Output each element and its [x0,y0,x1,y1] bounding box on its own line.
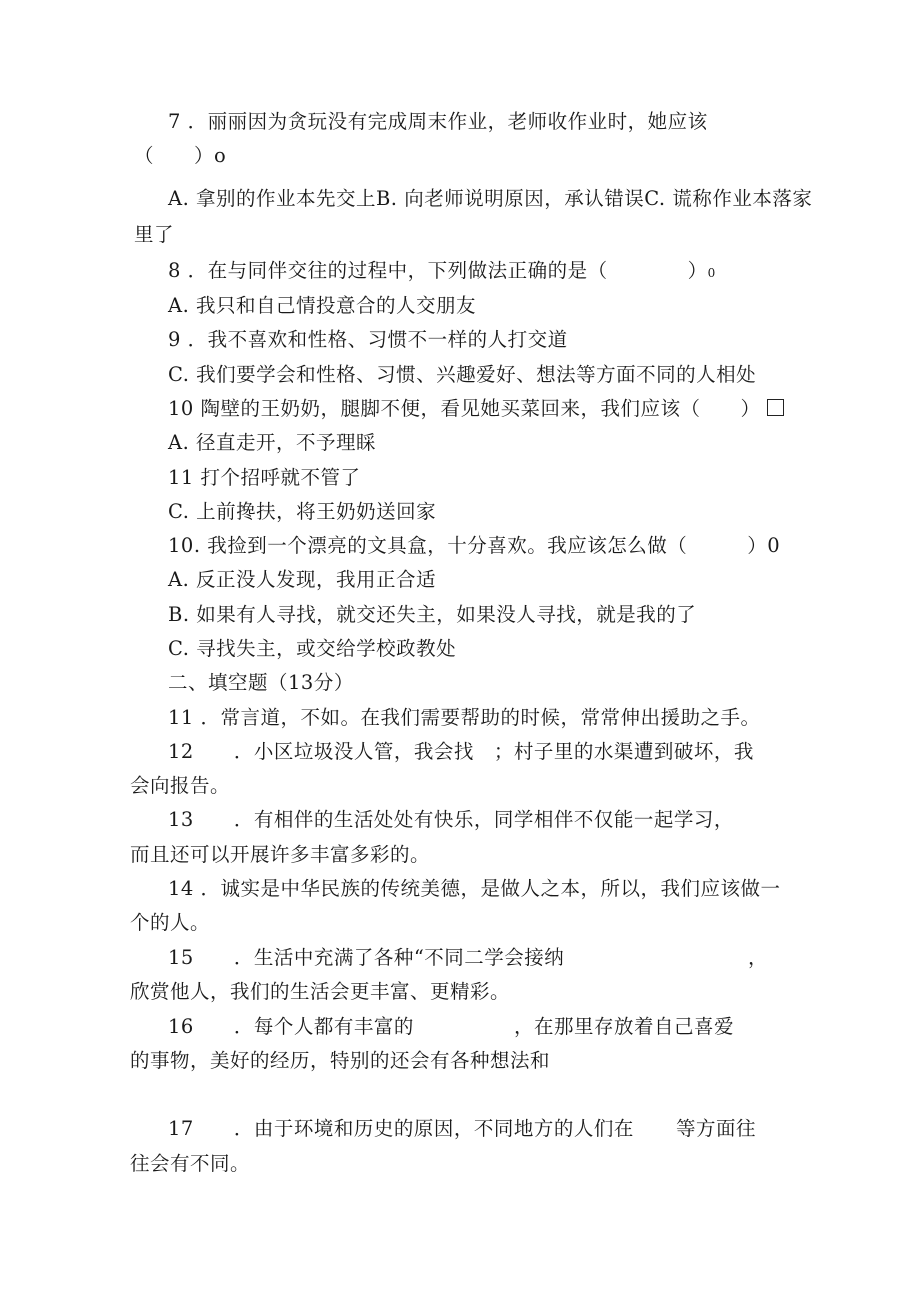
question-8-option-a: A. 我只和自己情投意合的人交朋友 [168,294,476,317]
question-15-comma: ， [748,946,769,969]
question-10b-option-a: A. 反正没人发现，我用正合适 [168,568,436,591]
question-7-options: A. 拿别的作业本先交上B. 向老师说明原因，承认错误C. 谎称作业本落家 [168,187,813,210]
question-9-option-c: C. 我们要学会和性格、习惯、兴趣爱好、想法等方面不同的人相处 [168,363,757,386]
question-17-text: 17 ．由于环境和历史的原因，不同地方的人们在 [168,1117,634,1140]
question-15-text-cont: 欣赏他人，我们的生活会更丰富、更精彩。 [130,980,511,1003]
question-11-text: 11 ．常言道，不如。在我们需要帮助的时候，常常伸出援助之手。 [168,706,761,729]
question-17-text-b: 等方面往 [676,1117,757,1140]
question-12-text-cont: 会向报告。 [130,774,231,797]
question-7-blank: （ ）o [134,144,227,167]
question-12-text: 12 ．小区垃圾没人管，我会找 ；村子里的水渠遭到破坏，我 [168,740,754,763]
question-10a-text [168,397,784,421]
question-16-text-b: ，在那里存放着自己喜爱 [514,1015,735,1038]
question-17-text-cont: 往会有不同。 [130,1152,251,1175]
question-11a-text: 11 打个招呼就不管了 [168,466,361,489]
question-7-options-cont: 里了 [134,223,175,246]
question-13-text-cont: 而且还可以开展许多丰富多彩的。 [130,843,431,866]
section-fill-in-title: 二、填空题（13分） [168,671,354,694]
question-14-text-cont: 个的人。 [130,911,211,934]
question-7-text: 7 ．丽丽因为贪玩没有完成周末作业，老师收作业时，她应该 [168,110,708,133]
question-16-text: 16 ．每个人都有丰富的 [168,1015,414,1038]
question-10a-stem: 10 陶壁的王奶奶，腿脚不便，看见她买菜回来，我们应该（ ） [168,397,761,420]
question-9-text: 9 ．我不喜欢和性格、习惯不一样的人打交道 [168,328,568,351]
question-16-text-cont: 的事物，美好的经历，特别的还会有各种想法和 [130,1049,551,1072]
question-14-text: 14 ．诚实是中华民族的传统美德，是做人之本，所以，我们应该做一 [168,877,781,900]
question-11a-option-c: C. 上前搀扶，将王奶奶送回家 [168,500,437,523]
question-10b-option-b: B. 如果有人寻找，就交还失主，如果没人寻找，就是我的了 [168,603,697,626]
question-8-stem: 8 ．在与同伴交往的过程中，下列做法正确的是（ ） [168,259,708,282]
question-10b-option-c: C. 寻找失主，或交给学校政教处 [168,637,457,660]
question-13-text: 13 ．有相伴的生活处处有快乐，同学相伴不仅能一起学习， [168,808,734,831]
question-8-text [168,259,716,285]
checkbox-square-icon [767,399,784,416]
question-10b-text: 10. 我捡到一个漂亮的文具盒，十分喜欢。我应该怎么做（ ）0 [168,534,781,557]
question-15-text: 15 ．生活中充满了各种“不同二学会接纳 [168,946,565,969]
question-8-suffix: 0 [707,266,716,280]
question-10a-option-a: A. 径直走开，不予理睬 [168,431,376,454]
